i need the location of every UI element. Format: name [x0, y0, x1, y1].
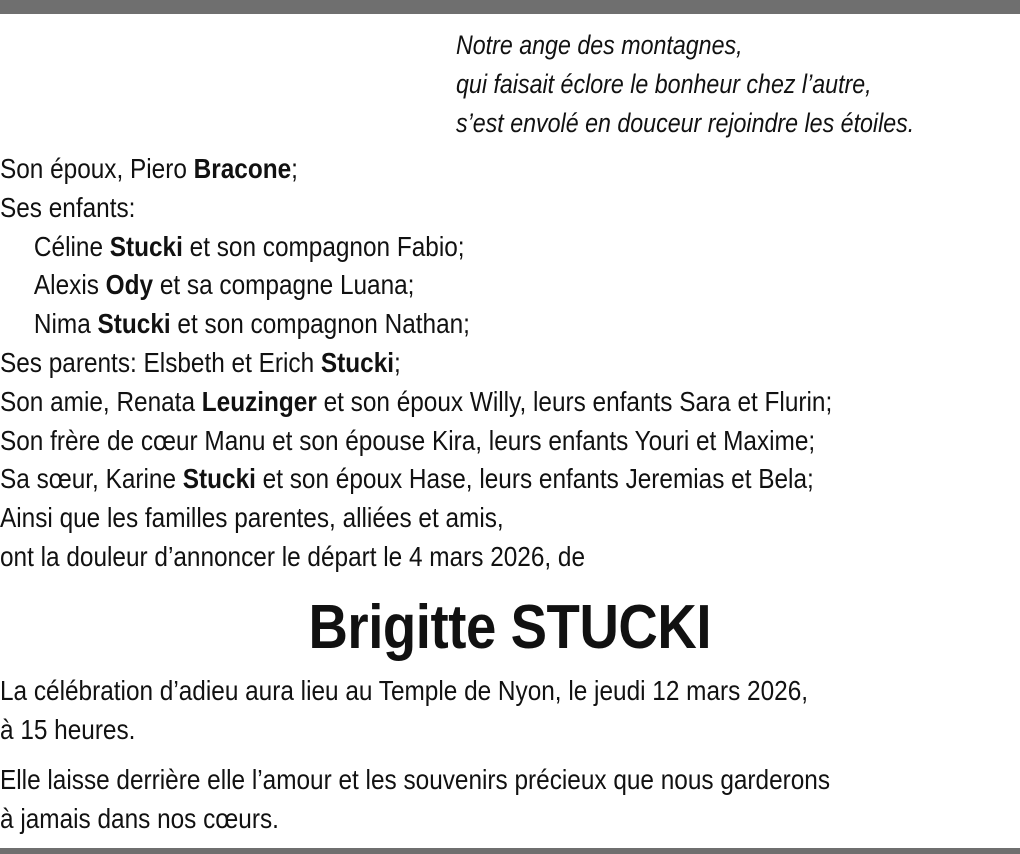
child-suffix: et sa compagne Luana;	[153, 269, 415, 301]
friend-suffix: et son époux Willy, leurs enfants Sara et Flurin;	[316, 385, 833, 417]
ceremony-paragraph	[0, 671, 808, 749]
deceased-name: Brigitte STUCKI	[308, 593, 712, 662]
epitaph-poem	[456, 26, 914, 143]
child-prefix: Alexis	[33, 269, 106, 301]
friend-prefix: Son amie, Renata	[0, 385, 202, 417]
sister-prefix: Sa sœur, Karine	[0, 463, 183, 495]
parents-surname: Stucki	[320, 346, 395, 378]
spouse-line	[0, 150, 832, 189]
child-surname: Stucki	[97, 308, 171, 340]
children-heading: Ses enfants:	[0, 191, 136, 223]
spouse-suffix: ;	[291, 153, 298, 184]
top-rule	[0, 0, 1020, 14]
child-surname: Stucki	[109, 230, 183, 262]
deceased-name-heading	[0, 590, 1020, 666]
ceremony-line: La célébration d’adieu aura lieu au Temple de Nyon, le jeudi 12 mars 2026,	[0, 675, 809, 706]
brother-line: Son frère de cœur Manu et son épouse Kira, leurs enfants Youri et Maxime;	[0, 424, 816, 456]
child-line	[0, 266, 832, 305]
others-line: Ainsi que les familles parentes, alliées et amis,	[0, 502, 504, 534]
bottom-rule	[0, 848, 1020, 854]
spouse-surname: Bracone	[193, 153, 292, 184]
sister-suffix: et son époux Hase, leurs enfants Jeremias et Bela;	[255, 463, 814, 495]
child-line	[0, 228, 832, 267]
announcement-line: ont la douleur d’annoncer le départ le 4 mars 2026, de	[0, 540, 586, 572]
poem-line: s’est envolé en douceur rejoindre les étoiles.	[456, 108, 915, 138]
parents-suffix: ;	[394, 346, 401, 378]
child-suffix: et son compagnon Nathan;	[170, 308, 470, 340]
child-suffix: et son compagnon Fabio;	[182, 230, 465, 262]
poem-line: qui faisait éclore le bonheur chez l’autre,	[456, 69, 872, 99]
parents-line	[0, 344, 832, 383]
family-list	[0, 150, 832, 577]
closing-line: Elle laisse derrière elle l’amour et les souvenirs précieux que nous garderons	[0, 764, 831, 795]
friend-surname: Leuzinger	[201, 385, 317, 417]
parents-prefix: Ses parents: Elsbeth et Erich	[0, 346, 321, 378]
child-surname: Ody	[105, 269, 154, 301]
child-prefix: Nima	[33, 308, 98, 340]
sister-line	[0, 460, 832, 499]
friend-line	[0, 383, 832, 422]
poem-line: Notre ange des montagnes,	[456, 30, 743, 60]
spouse-prefix: Son époux, Piero	[0, 153, 194, 184]
closing-paragraph	[0, 760, 830, 838]
child-prefix: Céline	[33, 230, 110, 262]
child-line	[0, 305, 832, 344]
closing-line: à jamais dans nos cœurs.	[0, 803, 279, 834]
sister-surname: Stucki	[182, 463, 256, 495]
ceremony-line: à 15 heures.	[0, 714, 136, 745]
